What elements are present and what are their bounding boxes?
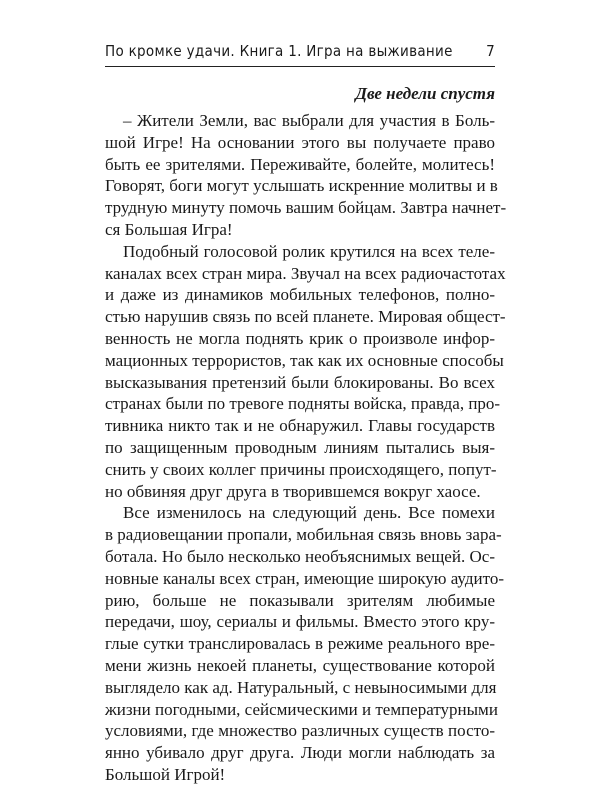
text-line: каналах всех стран мира. Звучал на всех радиочастотах: [105, 263, 506, 283]
text-line: Большой Игрой!: [105, 764, 226, 784]
text-line: янно убивало друг друга. Люди могли наблюдать за: [105, 743, 495, 763]
text-line: Говорят, боги могут услышать искренние молитвы и в: [105, 176, 498, 196]
text-line: жизни погодными, сейсмическими и температурными: [105, 699, 498, 719]
text-line: высказывания претензий были блокированы. Во всех: [105, 372, 495, 392]
text-line: мационных террористов, так как их основные способы: [105, 350, 504, 370]
text-line: рию, больше не показывали зрителям любимые: [105, 590, 495, 610]
text-line: стью нарушив связь по всей планете. Мировая общест-: [105, 307, 506, 327]
paragraph: [105, 241, 506, 503]
text-line: быть ее зрителями. Переживайте, болейте, молитесь!: [105, 154, 495, 174]
text-line: трудную минуту помочь вашим бойцам. Завтра начнет-: [105, 198, 507, 218]
text-line: но обвиняя друг друга в творившемся вокруг хаосе.: [105, 481, 481, 501]
text-line: ся Большая Игра!: [105, 219, 233, 239]
text-line: условиями, где множество различных существ посто-: [105, 721, 495, 741]
paragraph: [105, 502, 504, 785]
paragraph: [105, 110, 507, 241]
text-line: венность не могла поднять крик о произволе инфор-: [105, 328, 495, 348]
text-line: мени жизнь некоей планеты, существование которой: [105, 655, 495, 675]
text-line: по защищенным проводным линиям пытались выя-: [105, 437, 495, 457]
page-number: 7: [486, 42, 495, 60]
text-line: – Жители Земли, вас выбрали для участия в Боль-: [123, 111, 495, 130]
text-line: снить у своих коллег причины происходящего, попут-: [105, 459, 497, 479]
running-header: [105, 42, 495, 64]
header-rule: [105, 66, 495, 67]
text-line: глые сутки транслировалась в режиме реального вре-: [105, 634, 495, 654]
text-line: ботала. Но было несколько необъяснимых вещей. Ос-: [105, 546, 495, 566]
text-line: выглядело как ад. Натуральный, с невыносимыми для: [105, 677, 497, 697]
text-line: и даже из динамиков мобильных телефонов, полно-: [105, 285, 495, 305]
text-line: шой Игре! На основании этого вы получаете право: [105, 132, 495, 152]
chapter-subtitle: Две недели спустя: [355, 84, 495, 103]
text-line: новные каналы всех стран, имеющие широкую аудито-: [105, 568, 504, 588]
body-text: [105, 110, 507, 786]
text-line: странах были по тревоге подняты войска, правда, про-: [105, 394, 501, 414]
text-line: тивника никто так и не обнаружил. Главы государств: [105, 416, 495, 436]
text-line: в радиовещании пропали, мобильная связь вновь зара-: [105, 525, 502, 545]
running-title: По кромке удачи. Книга 1. Игра на выживание: [105, 42, 453, 60]
text-line: передачи, шоу, сериалы и фильмы. Вместо этого кру-: [105, 612, 495, 632]
text-line: Все изменилось на следующий день. Все помехи: [123, 503, 495, 523]
text-line: Подобный голосовой ролик крутился на всех теле-: [123, 241, 495, 261]
